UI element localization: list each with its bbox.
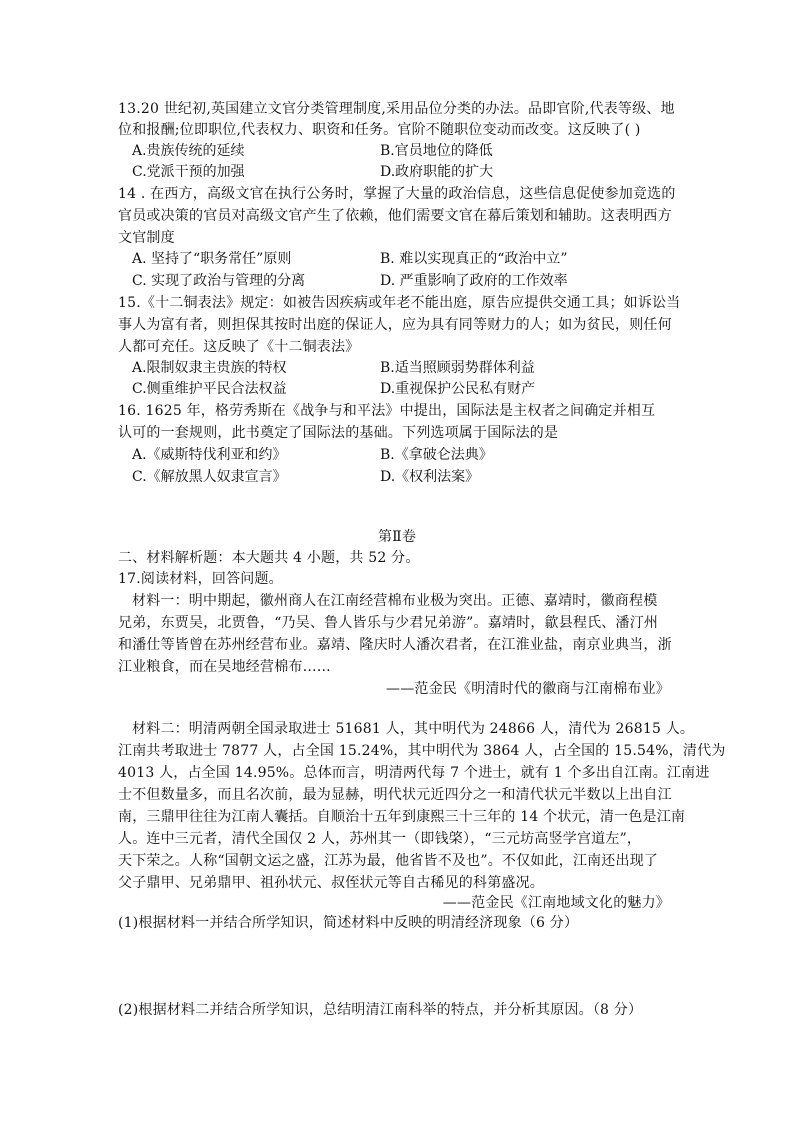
q13-option-c: C.党派干预的加强 [132, 164, 245, 180]
material1-source: ——范金民《明清时代的徽商与江南棉布业》 [386, 681, 670, 697]
material2-line-7: 天下荣之。人称“国朝文运之盛，江苏为最，他省皆不及也”。不仅如此，江南还出现了 [118, 853, 659, 869]
q16-stem-line-2: 认可的一套规则，此书奠定了国际法的基础。下列选项属于国际法的是 [118, 425, 559, 441]
q15-option-a: A.限制奴隶主贵族的特权 [132, 360, 287, 376]
sub-question-2: (2)根据材料二并结合所学知识，总结明清江南科举的特点，并分析其原因。（8 分） [118, 1002, 643, 1018]
q13-stem-line-2: 位和报酬;位即职位,代表权力、职资和任务。官阶不随职位变动而改变。这反映了( ) [118, 122, 641, 138]
q14-option-d: D. 严重影响了政府的工作效率 [380, 273, 568, 289]
q15-stem-line-2: 事人为富有者，则担保其按时出庭的保证人，应为具有同等财力的人；如为贫民，则任何 [118, 317, 672, 333]
q14-stem-line-1: 14 . 在西方，高级文官在执行公务时，掌握了大量的政治信息，这些信息促使参加竞选的 [118, 186, 676, 202]
material2-line-8: 父子鼎甲、兄弟鼎甲、祖孙状元、叔侄状元等自古稀见的科第盛况。 [118, 875, 544, 891]
material2-source: ——范金民《江南地域文化的魅力》 [442, 895, 670, 911]
material2-line-5: 南，三鼎甲往往为江南人囊括。自顺治十五年到康熙三十三年的 14 个状元，清一色是江南 [118, 809, 686, 825]
sub-question-1: (1)根据材料一并结合所学知识，简述材料中反映的明清经济现象（6 分） [118, 915, 579, 931]
q14-option-a: A. 坚持了“职务常任”原则 [132, 251, 292, 267]
q15-option-b: B.适当照顾弱势群体利益 [380, 360, 535, 376]
material1-line-2: 兄弟，东贾吴，北贾鲁，“乃吴、鲁人皆乐与少君兄弟游”。嘉靖时，歙县程氏、潘汀州 [118, 615, 659, 631]
q14-stem-line-3: 文官制度 [118, 230, 175, 246]
q15-stem-line-3: 人都可充任。这反映了《十二铜表法》 [118, 339, 360, 355]
q15-stem-line-1: 15.《十二铜表法》规定：如被告因疾病或年老不能出庭，原告应提供交通工具；如诉讼当 [118, 295, 681, 311]
q16-option-b: B.《拿破仑法典》 [380, 447, 493, 463]
q14-stem-line-2: 官员或决策的官员对高级文官产生了依赖，他们需要文官在幕后策划和辅助。这表明西方 [118, 208, 672, 224]
q16-option-c: C.《解放黑人奴隶宣言》 [132, 469, 287, 485]
q14-option-c: C. 实现了政治与管理的分离 [132, 273, 306, 289]
q13-option-a: A.贵族传统的延续 [132, 143, 245, 159]
q13-option-b: B.官员地位的降低 [380, 143, 493, 159]
material2-line-4: 士不但数量多，而且名次前，最为显赫，明代状元近四分之一和清代状元半数以上出自江 [118, 787, 672, 803]
material2-line-6: 人。连中三元者，清代全国仅 2 人，苏州其一（即钱棨），“三元坊高竖学宫道左”， [118, 831, 642, 847]
material1-line-3: 和潘仕等皆曾在苏州经营布业。嘉靖、隆庆时人潘次君者，在江淮业盐，南京业典当，浙 [118, 637, 672, 653]
section-heading: 二、材料解析题：本大题共 4 小题，共 52 分。 [118, 550, 420, 566]
q15-option-c: C.侧重维护平民合法权益 [132, 381, 287, 397]
q16-option-a: A.《威斯特伐利亚和约》 [132, 447, 287, 463]
material2-line-2: 江南共考取进士 7877 人，占全国 15.24%，其中明代为 3864 人，占全国的 15.54%，清代为 [118, 743, 726, 759]
q16-stem-line-1: 16. 1625 年，格劳秀斯在《战争与和平法》中提出，国际法是主权者之间确定并相互 [118, 403, 656, 419]
material2-line-1: 材料二：明清两朝全国录取进士 51681 人，其中明代为 24866 人，清代为 26815 人。 [132, 721, 695, 737]
material1-line-1: 材料一：明中期起，徽州商人在江南经营棉布业极为突出。正德、嘉靖时，徽商程模 [132, 593, 658, 609]
material1-line-4: 江业粮食，而在吴地经营棉布…… [118, 659, 331, 675]
q14-option-b: B. 难以实现真正的“政治中立” [380, 251, 568, 267]
q13-option-d: D.政府职能的扩大 [380, 164, 494, 180]
q15-option-d: D.重视保护公民私有财产 [380, 381, 536, 397]
part2-title: 第Ⅱ卷 [377, 529, 417, 545]
q17-heading: 17.阅读材料，回答问题。 [118, 571, 283, 587]
q16-option-d: D.《权利法案》 [380, 469, 480, 485]
q13-stem-line-1: 13.20 世纪初,英国建立文官分类管理制度,采用品位分类的办法。品即官阶,代表等级、地 [118, 101, 675, 117]
material2-line-3: 4013 人，占全国 14.95%。总体而言，明清两代每 7 个进士，就有 1 个多出自江南。江南进 [118, 765, 710, 781]
